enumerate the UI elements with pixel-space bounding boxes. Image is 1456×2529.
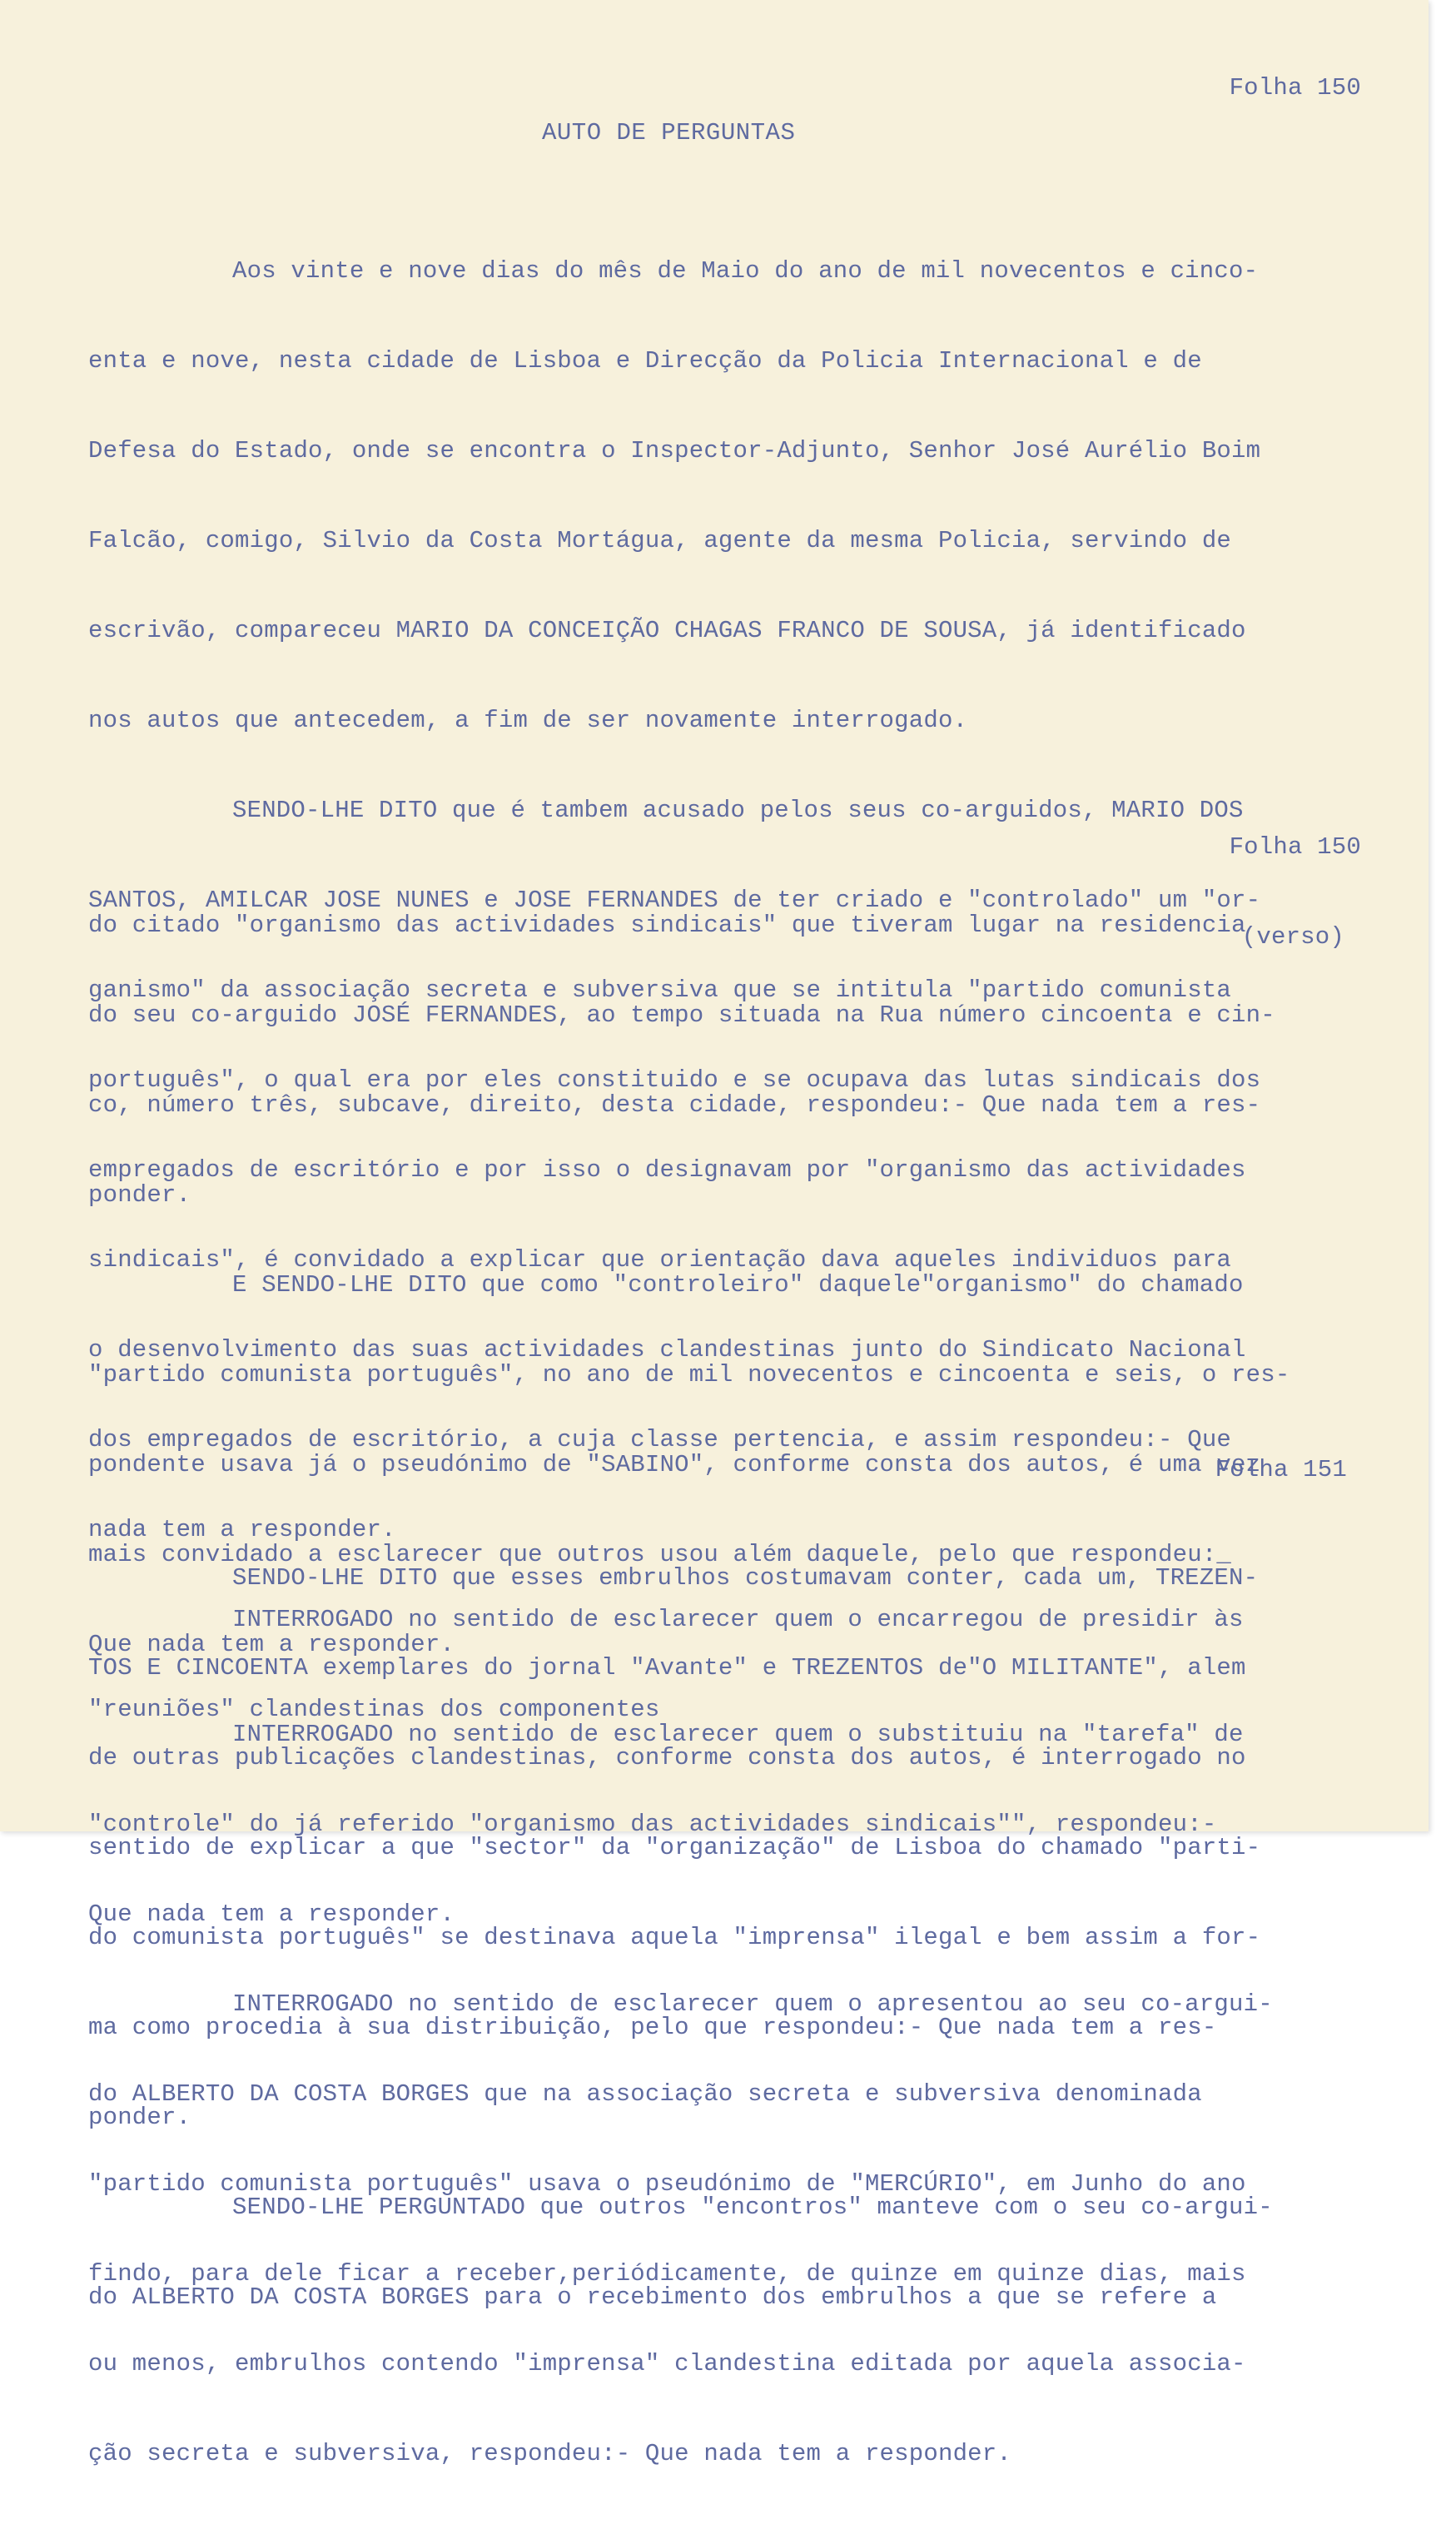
text-line: "reuniões" clandestinas dos componentes — [88, 1696, 660, 1723]
text-line: SENDO-LHE PERGUNTADO que outros "encontros" manteve com o seu co-argui- — [232, 2194, 1273, 2221]
text-line: enta e nove, nesta cidade de Lisboa e Direcção da Policia Internacional e de — [88, 347, 1202, 375]
text-line: ponder. — [88, 2104, 191, 2131]
text-line: Que nada tem a responder. — [88, 1900, 455, 1928]
text-line: ou menos, embrulhos contendo "imprensa" clandestina editada por aquela associa- — [88, 2350, 1246, 2377]
text-line: do citado "organismo das actividades sindicais" que tiveram lugar na residencia — [88, 912, 1246, 939]
text-line: "partido comunista português", no ano de mil novecentos e cincoenta e seis, o res- — [88, 1361, 1290, 1389]
text-line: INTERROGADO no sentido de esclarecer quem o apresentou ao seu co-argui- — [232, 1990, 1273, 2018]
text-line: INTERROGADO no sentido de esclarecer quem o substituiu na "tarefa" de — [232, 1721, 1244, 1748]
text-line: empregados de escritório e por isso o designavam por "organismo das actividades — [88, 1156, 1246, 1184]
text-line: do ALBERTO DA COSTA BORGES que na associação secreta e subversiva denominada — [88, 2080, 1202, 2108]
text-line: mais convidado a esclarecer que outros usou além daquele, pelo que respondeu:_ — [88, 1541, 1232, 1568]
text-line: SANTOS, AMILCAR JOSE NUNES e JOSE FERNANDES de ter criado e "controlado" um "or- — [88, 887, 1261, 914]
text-line: Defesa do Estado, onde se encontra o Inspector-Adjunto, Senhor José Aurélio Boim — [88, 437, 1261, 465]
document-title: AUTO DE PERGUNTAS — [542, 119, 796, 147]
text-line: de outras publicações clandestinas, conforme consta dos autos, é interrogado no — [88, 1744, 1246, 1771]
text-line: TOS E CINCOENTA exemplares do jornal "Avante" e TREZENTOS de"O MILITANTE", alem — [88, 1654, 1246, 1682]
text-line: INTERROGADO no sentido de esclarecer quem o encarregou de presidir às — [232, 1606, 1244, 1633]
text-line: co, número três, subcave, direito, desta cidade, respondeu:- Que nada tem a res- — [88, 1091, 1261, 1119]
text-line: ção secreta e subversiva, respondeu:- Que nada tem a responder. — [88, 2440, 1011, 2467]
text-line: sentido de explicar a que "sector" da "organização" de Lisboa do chamado "parti- — [88, 1834, 1261, 1861]
text-line: pondente usava já o pseudónimo de "SABINO", conforme consta dos autos, é uma vez — [88, 1451, 1261, 1478]
text-line: do seu co-arguido JOSÉ FERNANDES, ao tempo situada na Rua número cincoenta e cin- — [88, 1001, 1275, 1029]
text-line: o desenvolvimento das suas actividades clandestinas junto do Sindicato Nacional — [88, 1336, 1246, 1364]
text-line: Que nada tem a responder. — [88, 1631, 455, 1658]
text-line: SENDO-LHE DITO que é tambem acusado pelos seus co-arguidos, MARIO DOS — [232, 797, 1244, 824]
text-line: Aos vinte e nove dias do mês de Maio do ano de mil novecentos e cinco- — [232, 257, 1259, 285]
text-line: ma como procedia à sua distribuição, pelo que respondeu:- Que nada tem a res- — [88, 2014, 1217, 2041]
folio-label: Folha 150 — [1229, 833, 1361, 861]
text-line: escrivão, compareceu MARIO DA CONCEIÇÃO CHAGAS FRANCO DE SOUSA, já identificado — [88, 617, 1246, 644]
text-line: Falcão, comigo, Silvio da Costa Mortágua, agente da mesma Policia, servindo de — [88, 527, 1232, 554]
text-line: nada tem a responder. — [88, 1516, 396, 1543]
text-line: do comunista português" se destinava aquela "imprensa" ilegal e bem assim a for- — [88, 1924, 1261, 1951]
paragraph-block-3 — [88, 1503, 1273, 2372]
text-line: nos autos que antecedem, a fim de ser novamente interrogado. — [88, 707, 968, 734]
text-line: "controle" do já referido "organismo das actividades sindicais"", respondeu:- — [88, 1811, 1217, 1838]
text-line: sindicais", é convidado a explicar que orientação dava aqueles individuos para — [88, 1246, 1232, 1274]
text-line: dos empregados de escritório, a cuja classe pertencia, e assim respondeu:- Que — [88, 1426, 1232, 1453]
text-line: "partido comunista português" usava o pseudónimo de "MERCÚRIO", em Junho do ano — [88, 2170, 1246, 2198]
text-line: findo, para dele ficar a receber,periódicamente, de quinze em quinze dias, mais — [88, 2260, 1246, 2288]
text-line: português", o qual era por eles constituido e se ocupava das lutas sindicais dos — [88, 1066, 1261, 1094]
text-line: do ALBERTO DA COSTA BORGES para o recebimento dos embrulhos a que se refere a — [88, 2283, 1217, 2311]
folio-number-151: Folha 151 — [1215, 1456, 1347, 1483]
folio-number: Folha 150 — [1229, 74, 1361, 102]
text-line: ponder. — [88, 1181, 191, 1209]
text-line: ganismo" da associação secreta e subversiva que se intitula "partido comunista — [88, 976, 1232, 1004]
text-line: E SENDO-LHE DITO que como "controleiro" daquele"organismo" do chamado — [232, 1271, 1244, 1299]
text-line: SENDO-LHE DITO que esses embrulhos costumavam conter, cada um, TREZEN- — [232, 1564, 1259, 1592]
folio-verso-label: (verso) — [1241, 923, 1344, 951]
